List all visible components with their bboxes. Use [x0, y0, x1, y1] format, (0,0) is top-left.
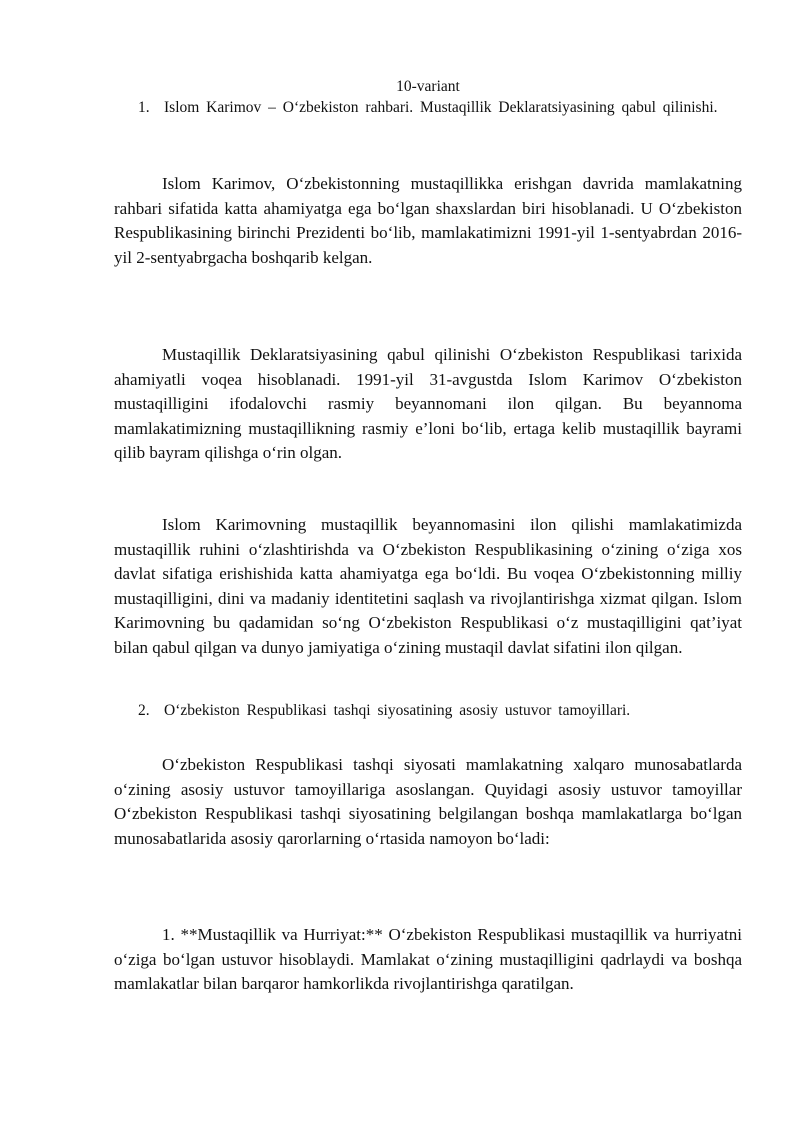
section-heading-1-number: 1. — [138, 99, 150, 116]
section-heading-2-number: 2. — [138, 702, 150, 719]
section-heading-2-text: O‘zbekiston Respublikasi tashqi siyosatining asosiy ustuvor tamoyillari. — [164, 702, 631, 719]
section-heading-2 — [138, 700, 738, 721]
section-heading-1-text: Islom Karimov – O‘zbekiston rahbari. Mustaqillik Deklaratsiyasining qabul qilinishi. — [164, 99, 718, 116]
paragraph-5: 1. **Mustaqillik va Hurriyat:** O‘zbekiston Respublikasi mustaqillik va hurriyatni o‘ziga bo‘lgan ustuvor hisoblaydi. Mamlakat o‘zining mustaqilligini qadrlaydi va boshqa mamlakatlar bilan barqaror hamkorlikda rivojlantirishga qaratilgan. — [114, 925, 742, 993]
section-heading-1 — [138, 97, 738, 118]
paragraph-4: O‘zbekiston Respublikasi tashqi siyosati mamlakatning xalqaro munosabatlarda o‘zining asosiy ustuvor tamoyillariga asoslangan. Quyidagi asosiy ustuvor tamoyillar O‘zbekiston Respublikasi tashqi siyosatining belgilangan boshqa mamlakatlarga bo‘lgan munosabatlarida asosiy qarorlarning o‘rtasida namoyon bo‘ladi: — [114, 755, 742, 848]
document-title: 10-variant — [396, 78, 460, 95]
paragraph-1: Islom Karimov, O‘zbekistonning mustaqillikka erishgan davrida mamlakatning rahbari sifatida katta ahamiyatga ega bo‘lgan shaxslardan biri hisoblanadi. U O‘zbekiston Respublikasining birinchi Prezidenti bo‘lib, mamlakatimizni 1991-yil 1-sentyabrdan 2016-yil 2-sentyabrgacha boshqarib kelgan. — [114, 174, 742, 267]
paragraph-3: Islom Karimovning mustaqillik beyannomasini ilon qilishi mamlakatimizda mustaqillik ruhini o‘zlashtirishda va O‘zbekiston Respublikasining o‘zining o‘ziga xos davlat sifatiga erishishida katta ahamiyatga ega bo‘ldi. Bu voqea O‘zbekistonning milliy mustaqilligini, dini va madaniy identitetini saqlash va rivojlantirishga xizmat qilgan. Islom Karimovning bu qadamidan so‘ng O‘zbekiston Respublikasi o‘z mustaqilligini qat’iyat bilan qabul qilgan va dunyo jamiyatiga o‘zining mustaqil davlat sifatini ilon qilgan. — [114, 515, 742, 657]
paragraph-2: Mustaqillik Deklaratsiyasining qabul qilinishi O‘zbekiston Respublikasi tarixida ahamiyatli voqea hisoblanadi. 1991-yil 31-avgustda Islom Karimov O‘zbekiston mustaqilligini ifodalovchi rasmiy beyannomani ilon qilgan. Bu beyannoma mamlakatimizning mustaqillikning rasmiy e’loni bo‘lib, ertaga kelib mustaqillik bayrami qilib bayram qilishga o‘rin olgan. — [114, 345, 742, 462]
